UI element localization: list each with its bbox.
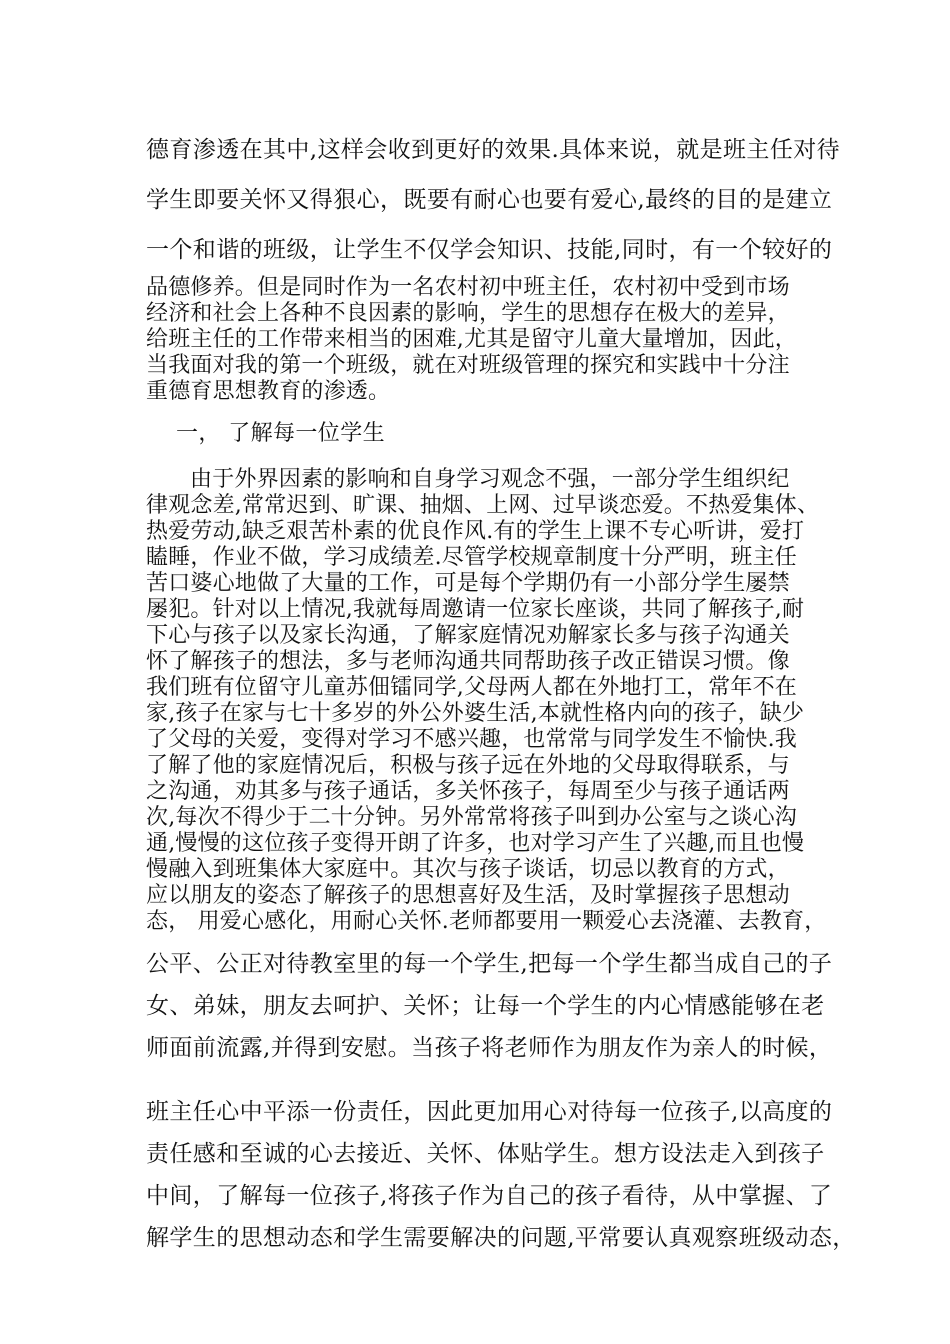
- section-heading: 一， 了解每一位学生: [176, 421, 385, 446]
- text-line: 了父母的关爱，变得对学习不感兴趣，也常常与同学发生不愉快.我: [146, 727, 797, 752]
- text-line: 下心与孩子以及家长沟通，了解家庭情况劝解家长多与孩子沟通关: [146, 623, 790, 648]
- text-line: 慢融入到班集体大家庭中。其次与孩子谈话，切忌以教育的方式，: [146, 857, 790, 882]
- text-line: 学生即要关怀又得狠心，既要有耐心也要有爱心,最终的目的是建立: [146, 187, 833, 213]
- text-line: 律观念差,常常迟到、旷课、抽烟、上网、过早谈恋爱。不热爱集体、: [146, 493, 820, 518]
- text-line: 了解了他的家庭情况后，积极与孩子远在外地的父母取得联系，与: [146, 753, 790, 778]
- text-line: 责任感和至诚的心去接近、关怀、体贴学生。想方设法走入到孩子: [146, 1141, 825, 1167]
- text-line: 怀了解孩子的想法，多与老师沟通共同帮助孩子改正错误习惯。像: [146, 649, 790, 674]
- text-line: 班主任心中平添一份责任，因此更加用心对待每一位孩子,以高度的: [146, 1099, 833, 1125]
- text-line: 通,慢慢的这位孩子变得开朗了许多，也对学习产生了兴趣,而且也慢: [146, 831, 805, 856]
- text-line: 德育渗透在其中,这样会收到更好的效果.具体来说，就是班主任对待: [146, 137, 841, 163]
- text-line: 师面前流露,并得到安慰。当孩子将老师作为朋友作为亲人的时候，: [146, 1035, 833, 1061]
- text-line: 苦口婆心地做了大量的工作，可是每个学期仍有一小部分学生屡禁: [146, 571, 790, 596]
- text-line: 公平、公正对待教室里的每一个学生,把每一个学生都当成自己的子: [146, 951, 833, 977]
- text-line: 给班主任的工作带来相当的困难,尤其是留守儿童大量增加，因此，: [146, 327, 797, 352]
- text-line: 热爱劳动,缺乏艰苦朴素的优良作风.有的学生上课不专心听讲，爱打: [146, 519, 805, 544]
- text-line: 重德育思想教育的渗透。: [146, 379, 391, 404]
- text-line: 当我面对我的第一个班级，就在对班级管理的探究和实践中十分注: [146, 353, 790, 378]
- text-line: 由于外界因素的影响和自身学习观念不强，一部分学生组织纪: [190, 467, 790, 492]
- text-line: 态， 用爱心感化，用耐心关怀.老师都要用一颗爱心去浇灌、去教育，: [146, 909, 827, 934]
- text-line: 屡犯。针对以上情况,我就每周邀请一位家长座谈，共同了解孩子,耐: [146, 597, 805, 622]
- text-line: 中间，了解每一位孩子,将孩子作为自己的孩子看待，从中掌握、了: [146, 1183, 833, 1209]
- text-line: 女、弟妹，朋友去呵护、关怀；让每一个学生的内心情感能够在老: [146, 993, 825, 1019]
- text-line: 之沟通，劝其多与孩子通话，多关怀孩子，每周至少与孩子通话两: [146, 779, 790, 804]
- text-line: 应以朋友的姿态了解孩子的思想喜好及生活，及时掌握孩子思想动: [146, 883, 790, 908]
- text-line: 经济和社会上各种不良因素的影响，学生的思想存在极大的差异，: [146, 301, 790, 326]
- text-line: 品德修养。但是同时作为一名农村初中班主任，农村初中受到市场: [146, 275, 790, 300]
- text-line: 一个和谐的班级，让学生不仅学会知识、技能,同时，有一个较好的: [146, 237, 833, 263]
- text-line: 家,孩子在家与七十多岁的外公外婆生活,本就性格内向的孩子，缺少: [146, 701, 805, 726]
- text-line: 次,每次不得少于二十分钟。另外常常将孩子叫到办公室与之谈心沟: [146, 805, 797, 830]
- text-line: 瞌睡，作业不做，学习成绩差.尽管学校规章制度十分严明，班主任: [146, 545, 797, 570]
- text-line: 解学生的思想动态和学生需要解决的问题,平常要认真观察班级动态，: [146, 1225, 856, 1251]
- text-line: 我们班有位留守儿童苏佃镭同学,父母两人都在外地打工，常年不在: [146, 675, 797, 700]
